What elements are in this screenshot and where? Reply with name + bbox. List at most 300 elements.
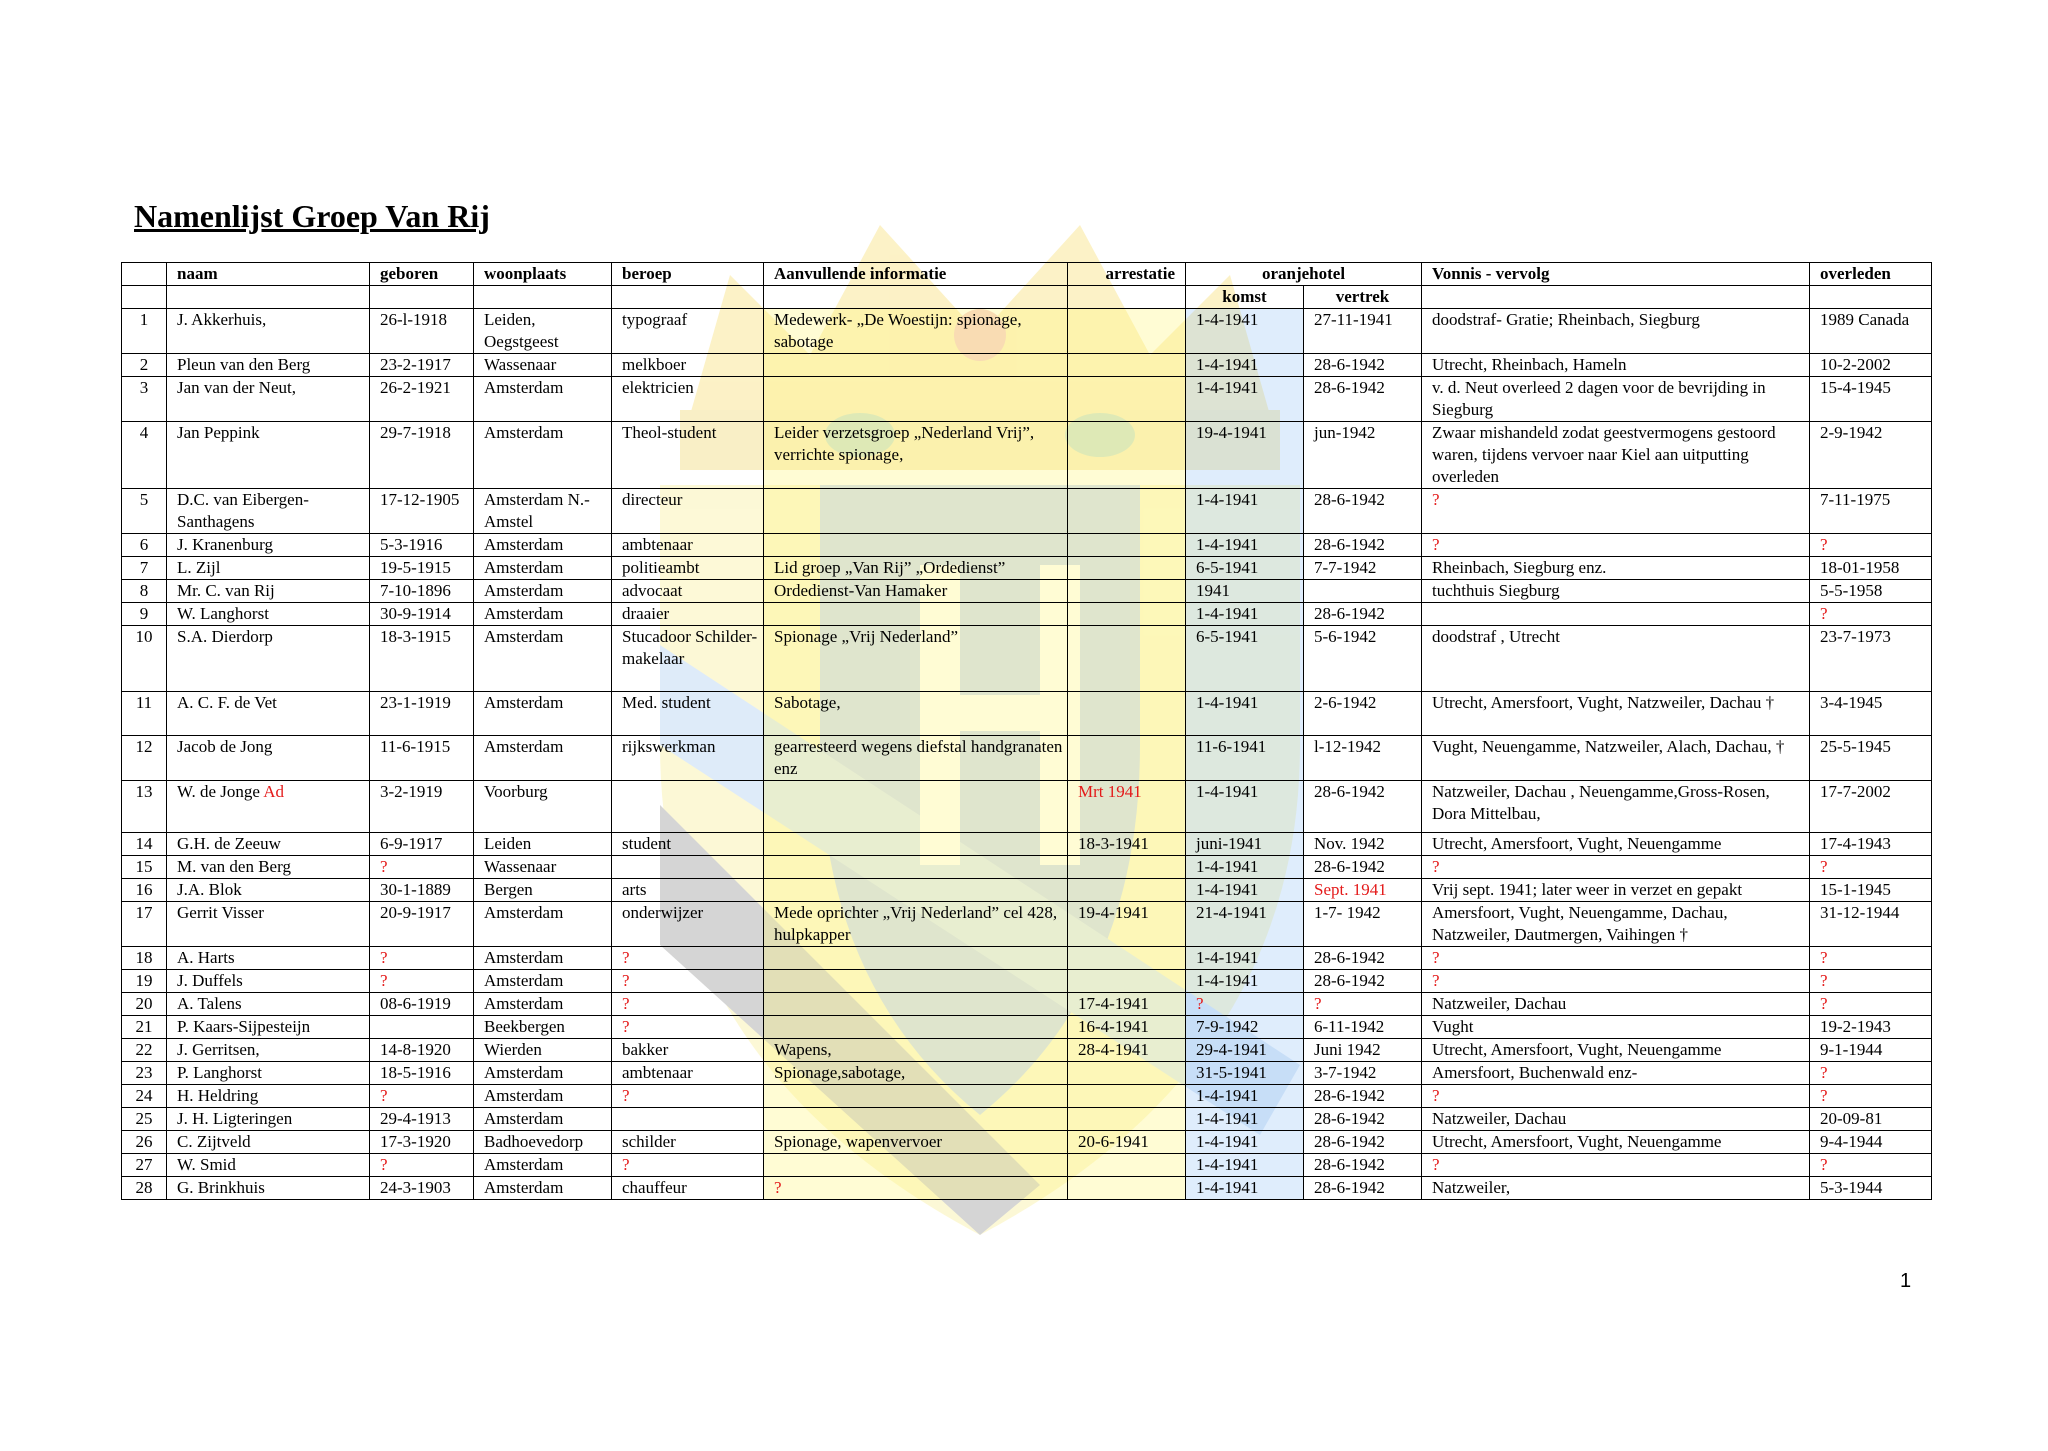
cell-text: W. Smid bbox=[177, 1155, 236, 1174]
cell-text: Amsterdam bbox=[484, 423, 564, 442]
cell-nr bbox=[122, 856, 167, 879]
cell-text: Jan Peppink bbox=[177, 423, 260, 442]
subheader-row bbox=[122, 286, 1932, 309]
cell-text: 2-6-1942 bbox=[1314, 693, 1377, 712]
cell-vertrek bbox=[1304, 557, 1422, 580]
cell-text: Amsterdam bbox=[484, 971, 564, 990]
cell-komst bbox=[1186, 947, 1304, 970]
cell-text: 26-2-1921 bbox=[380, 378, 451, 397]
cell-naam bbox=[167, 603, 370, 626]
cell-arrestatie bbox=[1068, 692, 1186, 736]
cell-woonplaats bbox=[474, 626, 612, 692]
cell-naam bbox=[167, 580, 370, 603]
cell-text: 6-9-1917 bbox=[380, 834, 443, 853]
cell-vertrek bbox=[1304, 603, 1422, 626]
cell-info bbox=[764, 833, 1068, 856]
unknown-mark: ? bbox=[1432, 1086, 1440, 1105]
cell-overleden bbox=[1810, 1131, 1932, 1154]
cell-text: 2 bbox=[139, 355, 149, 374]
cell-komst bbox=[1186, 833, 1304, 856]
cell-text: W. de Jonge bbox=[177, 782, 264, 801]
cell-arrestatie bbox=[1068, 1039, 1186, 1062]
unknown-mark: ? bbox=[1820, 1155, 1828, 1174]
cell-text: 5 bbox=[139, 490, 149, 509]
cell-text: Amsterdam bbox=[484, 1086, 564, 1105]
cell-arrestatie bbox=[1068, 489, 1186, 534]
cell-nr bbox=[122, 1062, 167, 1085]
cell-text: Amsterdam bbox=[484, 1063, 564, 1082]
cell-text: 1-4-1941 bbox=[1196, 1086, 1259, 1105]
cell-text: 28-6-1942 bbox=[1314, 378, 1385, 397]
cell-text: 21-4-1941 bbox=[1196, 903, 1267, 922]
cell-text: 18-5-1916 bbox=[380, 1063, 451, 1082]
cell-beroep bbox=[612, 377, 764, 422]
cell-text: doodstraf- Gratie; Rheinbach, Siegburg bbox=[1432, 310, 1700, 329]
cell-text: student bbox=[622, 834, 672, 853]
cell-vonnis bbox=[1422, 557, 1810, 580]
cell-geboren bbox=[370, 1016, 474, 1039]
cell-text: Vrij sept. 1941; later weer in verzet en gepakt bbox=[1432, 880, 1743, 899]
table-row bbox=[122, 1085, 1932, 1108]
cell-text: 17-12-1905 bbox=[380, 490, 460, 509]
cell-text: Amsterdam bbox=[484, 378, 564, 397]
cell-woonplaats bbox=[474, 534, 612, 557]
unknown-mark: ? bbox=[1432, 971, 1440, 990]
cell-nr bbox=[122, 534, 167, 557]
cell-vonnis bbox=[1422, 1131, 1810, 1154]
cell-text: 6-5-1941 bbox=[1196, 558, 1259, 577]
page-number: 1 bbox=[1900, 1270, 1912, 1292]
cell-text: P. Langhorst bbox=[177, 1063, 262, 1082]
cell-beroep bbox=[612, 781, 764, 833]
cell-text: 19-4-1941 bbox=[1196, 423, 1267, 442]
unknown-mark: ? bbox=[1820, 971, 1828, 990]
cell-text: 7-11-1975 bbox=[1820, 490, 1891, 509]
cell-overleden bbox=[1810, 856, 1932, 879]
cell-text: 16-4-1941 bbox=[1078, 1017, 1149, 1036]
cell-woonplaats bbox=[474, 856, 612, 879]
cell-text: 15-1-1945 bbox=[1820, 880, 1891, 899]
cell-beroep bbox=[612, 993, 764, 1016]
cell-text: 16 bbox=[135, 880, 153, 899]
cell-komst bbox=[1186, 736, 1304, 781]
cell-text: 1989 Canada bbox=[1820, 310, 1910, 329]
cell-naam bbox=[167, 309, 370, 354]
cell-nr bbox=[122, 1085, 167, 1108]
cell-naam bbox=[167, 781, 370, 833]
cell-text: Zwaar mishandeld zodat geestvermogens gestoord waren, tijdens vervoer naar Kiel aan uitputting overleden bbox=[1432, 423, 1776, 486]
unknown-mark: ? bbox=[1820, 535, 1828, 554]
cell-woonplaats bbox=[474, 692, 612, 736]
cell-text: jun-1942 bbox=[1314, 423, 1376, 442]
cell-arrestatie bbox=[1068, 1062, 1186, 1085]
cell-geboren bbox=[370, 1154, 474, 1177]
table-row bbox=[122, 856, 1932, 879]
cell-text: Amsterdam bbox=[484, 627, 564, 646]
cell-text: 1-4-1941 bbox=[1196, 355, 1259, 374]
table-row bbox=[122, 902, 1932, 947]
cell-text: 3 bbox=[139, 378, 149, 397]
cell-text: 3-2-1919 bbox=[380, 782, 443, 801]
cell-text: tuchthuis Siegburg bbox=[1432, 581, 1560, 600]
cell-text: Utrecht, Amersfoort, Vught, Neuengamme bbox=[1432, 1132, 1722, 1151]
cell-text: Gerrit Visser bbox=[177, 903, 264, 922]
cell-text: 25 bbox=[135, 1109, 153, 1128]
cell-woonplaats bbox=[474, 970, 612, 993]
cell-vonnis bbox=[1422, 489, 1810, 534]
cell-nr bbox=[122, 626, 167, 692]
cell-vertrek bbox=[1304, 856, 1422, 879]
cell-woonplaats bbox=[474, 354, 612, 377]
table-row bbox=[122, 736, 1932, 781]
cell-text: 14-8-1920 bbox=[380, 1040, 451, 1059]
cell-vertrek bbox=[1304, 1039, 1422, 1062]
unknown-mark: ? bbox=[380, 1086, 388, 1105]
cell-overleden bbox=[1810, 1039, 1932, 1062]
cell-woonplaats bbox=[474, 1062, 612, 1085]
cell-info bbox=[764, 692, 1068, 736]
cell-geboren bbox=[370, 833, 474, 856]
cell-text: 28-6-1942 bbox=[1314, 490, 1385, 509]
cell-woonplaats bbox=[474, 1177, 612, 1200]
cell-text: 31-5-1941 bbox=[1196, 1063, 1267, 1082]
cell-overleden bbox=[1810, 781, 1932, 833]
cell-komst bbox=[1186, 1062, 1304, 1085]
unknown-mark: ? bbox=[1196, 994, 1204, 1013]
cell-woonplaats bbox=[474, 736, 612, 781]
cell-text: 19 bbox=[135, 971, 153, 990]
cell-nr bbox=[122, 580, 167, 603]
cell-text: Medewerk- „De Woestijn: spionage, sabotage bbox=[774, 310, 1022, 351]
cell-text: L. Zijl bbox=[177, 558, 221, 577]
cell-info bbox=[764, 580, 1068, 603]
cell-text: J. Akkerhuis, bbox=[177, 310, 267, 329]
cell-komst bbox=[1186, 781, 1304, 833]
cell-nr bbox=[122, 947, 167, 970]
table-row bbox=[122, 1062, 1932, 1085]
cell-text: gearresteerd wegens diefstal handgranaten enz bbox=[774, 737, 1063, 778]
cell-text: Bergen bbox=[484, 880, 533, 899]
cell-text: 1-7- 1942 bbox=[1314, 903, 1381, 922]
cell-text: Rheinbach, Siegburg enz. bbox=[1432, 558, 1607, 577]
cell-text: Utrecht, Amersfoort, Vught, Neuengamme bbox=[1432, 834, 1722, 853]
cell-text: 23-7-1973 bbox=[1820, 627, 1891, 646]
cell-text: Amsterdam bbox=[484, 604, 564, 623]
cell-vertrek bbox=[1304, 1154, 1422, 1177]
cell-geboren bbox=[370, 1131, 474, 1154]
cell-info bbox=[764, 1062, 1068, 1085]
cell-vonnis bbox=[1422, 377, 1810, 422]
cell-text: 17-4-1943 bbox=[1820, 834, 1891, 853]
cell-info bbox=[764, 1016, 1068, 1039]
table-row bbox=[122, 1016, 1932, 1039]
cell-naam bbox=[167, 993, 370, 1016]
cell-nr bbox=[122, 603, 167, 626]
cell-woonplaats bbox=[474, 603, 612, 626]
cell-beroep bbox=[612, 1016, 764, 1039]
cell-text: 11-6-1941 bbox=[1196, 737, 1267, 756]
cell-text: 18-3-1941 bbox=[1078, 834, 1149, 853]
cell-info bbox=[764, 1085, 1068, 1108]
cell-text: 17-7-2002 bbox=[1820, 782, 1891, 801]
cell-naam bbox=[167, 557, 370, 580]
cell-komst bbox=[1186, 1177, 1304, 1200]
cell-info bbox=[764, 1177, 1068, 1200]
cell-text: 28-6-1942 bbox=[1314, 1086, 1385, 1105]
cell-text: 1-4-1941 bbox=[1196, 857, 1259, 876]
cell-text: Amsterdam bbox=[484, 558, 564, 577]
cell-arrestatie bbox=[1068, 993, 1186, 1016]
unknown-mark: ? bbox=[622, 948, 630, 967]
unknown-mark: ? bbox=[1432, 1155, 1440, 1174]
cell-geboren bbox=[370, 377, 474, 422]
cell-info bbox=[764, 1154, 1068, 1177]
cell-geboren bbox=[370, 580, 474, 603]
cell-woonplaats bbox=[474, 947, 612, 970]
cell-info bbox=[764, 534, 1068, 557]
cell-overleden bbox=[1810, 1108, 1932, 1131]
cell-text: Pleun van den Berg bbox=[177, 355, 311, 374]
cell-text: H. Heldring bbox=[177, 1086, 259, 1105]
cell-woonplaats bbox=[474, 1154, 612, 1177]
cell-vonnis bbox=[1422, 1085, 1810, 1108]
cell-beroep bbox=[612, 1085, 764, 1108]
cell-text: Lid groep „Van Rij” „Ordedienst” bbox=[774, 558, 1006, 577]
cell-geboren bbox=[370, 736, 474, 781]
cell-text: 18 bbox=[135, 948, 153, 967]
cell-text: 1-4-1941 bbox=[1196, 782, 1259, 801]
cell-text: J. H. Ligteringen bbox=[177, 1109, 293, 1128]
cell-text: Amersfoort, Vught, Neuengamme, Dachau, Natzweiler, Dautmergen, Vaihingen † bbox=[1432, 903, 1728, 944]
cell-overleden bbox=[1810, 692, 1932, 736]
cell-komst bbox=[1186, 1154, 1304, 1177]
cell-nr bbox=[122, 833, 167, 856]
cell-komst bbox=[1186, 1108, 1304, 1131]
cell-text: 15-4-1945 bbox=[1820, 378, 1891, 397]
cell-text: 3-7-1942 bbox=[1314, 1063, 1377, 1082]
cell-vertrek bbox=[1304, 1177, 1422, 1200]
col-header-beroep: beroep bbox=[612, 263, 764, 286]
cell-info bbox=[764, 947, 1068, 970]
cell-nr bbox=[122, 489, 167, 534]
cell-text: Natzweiler, Dachau , Neuengamme,Gross-Rosen, Dora Mittelbau, bbox=[1432, 782, 1770, 823]
cell-text: Amersfoort, Buchenwald enz- bbox=[1432, 1063, 1638, 1082]
table-row bbox=[122, 489, 1932, 534]
cell-vertrek bbox=[1304, 1085, 1422, 1108]
cell-text: Natzweiler, Dachau bbox=[1432, 994, 1567, 1013]
cell-beroep bbox=[612, 1154, 764, 1177]
cell-text: 29-4-1941 bbox=[1196, 1040, 1267, 1059]
unknown-mark: ? bbox=[622, 1155, 630, 1174]
cell-text: 24 bbox=[135, 1086, 153, 1105]
cell-beroep bbox=[612, 1177, 764, 1200]
cell-text: 30-9-1914 bbox=[380, 604, 451, 623]
cell-vertrek bbox=[1304, 309, 1422, 354]
table-row bbox=[122, 781, 1932, 833]
cell-komst bbox=[1186, 354, 1304, 377]
unknown-mark: ? bbox=[1820, 857, 1828, 876]
col-header-woonplaats: woonplaats bbox=[474, 263, 612, 286]
cell-text: 1-4-1941 bbox=[1196, 535, 1259, 554]
cell-overleden bbox=[1810, 557, 1932, 580]
cell-naam bbox=[167, 947, 370, 970]
cell-naam bbox=[167, 1131, 370, 1154]
cell-text: 28-6-1942 bbox=[1314, 1132, 1385, 1151]
cell-info bbox=[764, 557, 1068, 580]
cell-komst bbox=[1186, 1085, 1304, 1108]
subheader-empty bbox=[122, 286, 167, 309]
cell-komst bbox=[1186, 993, 1304, 1016]
cell-beroep bbox=[612, 1108, 764, 1131]
cell-nr bbox=[122, 1039, 167, 1062]
cell-text: Voorburg bbox=[484, 782, 548, 801]
cell-text: Mede oprichter „Vrij Nederland” cel 428, hulpkapper bbox=[774, 903, 1058, 944]
cell-text: 1-4-1941 bbox=[1196, 971, 1259, 990]
unknown-mark: ? bbox=[622, 1017, 630, 1036]
subheader-empty bbox=[612, 286, 764, 309]
cell-arrestatie bbox=[1068, 1154, 1186, 1177]
cell-vertrek bbox=[1304, 377, 1422, 422]
cell-text: A. Talens bbox=[177, 994, 242, 1013]
cell-text: 10 bbox=[135, 627, 153, 646]
cell-arrestatie bbox=[1068, 856, 1186, 879]
cell-text: J. Duffels bbox=[177, 971, 243, 990]
subheader-empty bbox=[474, 286, 612, 309]
cell-naam bbox=[167, 879, 370, 902]
subheader-empty bbox=[167, 286, 370, 309]
cell-text: Sabotage, bbox=[774, 693, 841, 712]
cell-naam bbox=[167, 534, 370, 557]
cell-nr bbox=[122, 1177, 167, 1200]
cell-text: Amsterdam bbox=[484, 948, 564, 967]
cell-vonnis bbox=[1422, 970, 1810, 993]
subheader-empty bbox=[1422, 286, 1810, 309]
col-header-overleden: overleden bbox=[1810, 263, 1932, 286]
unknown-mark: ? bbox=[1432, 948, 1440, 967]
cell-info bbox=[764, 603, 1068, 626]
cell-arrestatie bbox=[1068, 1177, 1186, 1200]
cell-text: 1-4-1941 bbox=[1196, 1109, 1259, 1128]
cell-vertrek bbox=[1304, 1131, 1422, 1154]
cell-text: 8 bbox=[139, 581, 149, 600]
cell-naam bbox=[167, 422, 370, 489]
unknown-mark: ? bbox=[774, 1178, 782, 1197]
table-row bbox=[122, 377, 1932, 422]
cell-naam bbox=[167, 489, 370, 534]
cell-woonplaats bbox=[474, 377, 612, 422]
cell-beroep bbox=[612, 947, 764, 970]
cell-naam bbox=[167, 833, 370, 856]
cell-text: rijkswerkman bbox=[622, 737, 716, 756]
cell-arrestatie bbox=[1068, 309, 1186, 354]
cell-nr bbox=[122, 993, 167, 1016]
cell-woonplaats bbox=[474, 1108, 612, 1131]
cell-text: Leiden bbox=[484, 834, 532, 853]
cell-text: 29-4-1913 bbox=[380, 1109, 451, 1128]
cell-text: 6-5-1941 bbox=[1196, 627, 1259, 646]
col-header-arrestatie: arrestatie bbox=[1068, 263, 1186, 286]
cell-vertrek bbox=[1304, 970, 1422, 993]
cell-text: Amsterdam bbox=[484, 693, 564, 712]
cell-text: W. Langhorst bbox=[177, 604, 269, 623]
cell-komst bbox=[1186, 309, 1304, 354]
cell-overleden bbox=[1810, 309, 1932, 354]
unknown-mark: ? bbox=[1432, 857, 1440, 876]
cell-woonplaats bbox=[474, 1131, 612, 1154]
cell-komst bbox=[1186, 1016, 1304, 1039]
cell-text: Amsterdam N.-Amstel bbox=[484, 490, 590, 531]
col-header-info: Aanvullende informatie bbox=[764, 263, 1068, 286]
col-header-geboren: geboren bbox=[370, 263, 474, 286]
cell-beroep bbox=[612, 557, 764, 580]
cell-text: 7-7-1942 bbox=[1314, 558, 1377, 577]
cell-woonplaats bbox=[474, 309, 612, 354]
cell-text: 28-6-1942 bbox=[1314, 535, 1385, 554]
cell-text: 3-4-1945 bbox=[1820, 693, 1883, 712]
cell-naam bbox=[167, 1177, 370, 1200]
cell-nr bbox=[122, 970, 167, 993]
cell-vonnis bbox=[1422, 1016, 1810, 1039]
cell-overleden bbox=[1810, 534, 1932, 557]
cell-text: doodstraf , Utrecht bbox=[1432, 627, 1560, 646]
cell-beroep bbox=[612, 603, 764, 626]
cell-text: 20-6-1941 bbox=[1078, 1132, 1149, 1151]
cell-text: 7-9-1942 bbox=[1196, 1017, 1259, 1036]
cell-text: 29-7-1918 bbox=[380, 423, 451, 442]
cell-naam bbox=[167, 1108, 370, 1131]
cell-text: Amsterdam bbox=[484, 581, 564, 600]
cell-beroep bbox=[612, 534, 764, 557]
cell-naam bbox=[167, 1062, 370, 1085]
cell-text: Utrecht, Amersfoort, Vught, Neuengamme bbox=[1432, 1040, 1722, 1059]
cell-komst bbox=[1186, 557, 1304, 580]
cell-text: 28-6-1942 bbox=[1314, 782, 1385, 801]
unknown-mark: ? bbox=[380, 971, 388, 990]
cell-text: bakker bbox=[622, 1040, 669, 1059]
cell-komst bbox=[1186, 534, 1304, 557]
table-row bbox=[122, 422, 1932, 489]
table-row bbox=[122, 692, 1932, 736]
cell-geboren bbox=[370, 309, 474, 354]
cell-naam bbox=[167, 692, 370, 736]
cell-vonnis bbox=[1422, 1108, 1810, 1131]
cell-geboren bbox=[370, 1039, 474, 1062]
cell-woonplaats bbox=[474, 993, 612, 1016]
cell-text: Sept. 1941 bbox=[1314, 880, 1387, 899]
cell-text: M. van den Berg bbox=[177, 857, 291, 876]
cell-text: Med. student bbox=[622, 693, 711, 712]
cell-nr bbox=[122, 1154, 167, 1177]
cell-text: Wapens, bbox=[774, 1040, 832, 1059]
cell-vertrek bbox=[1304, 736, 1422, 781]
cell-arrestatie bbox=[1068, 1016, 1186, 1039]
cell-info bbox=[764, 781, 1068, 833]
cell-text: A. C. F. de Vet bbox=[177, 693, 277, 712]
cell-geboren bbox=[370, 354, 474, 377]
cell-text: 5-3-1916 bbox=[380, 535, 443, 554]
cell-arrestatie bbox=[1068, 557, 1186, 580]
cell-nr bbox=[122, 422, 167, 489]
cell-info bbox=[764, 879, 1068, 902]
cell-vonnis bbox=[1422, 603, 1810, 626]
cell-info bbox=[764, 489, 1068, 534]
cell-vonnis bbox=[1422, 354, 1810, 377]
page-title: Namenlijst Groep Van Rij bbox=[134, 198, 490, 234]
cell-text: 24-3-1903 bbox=[380, 1178, 451, 1197]
cell-naam bbox=[167, 970, 370, 993]
cell-text: 20-09-81 bbox=[1820, 1109, 1883, 1128]
cell-text: 28-4-1941 bbox=[1078, 1040, 1149, 1059]
